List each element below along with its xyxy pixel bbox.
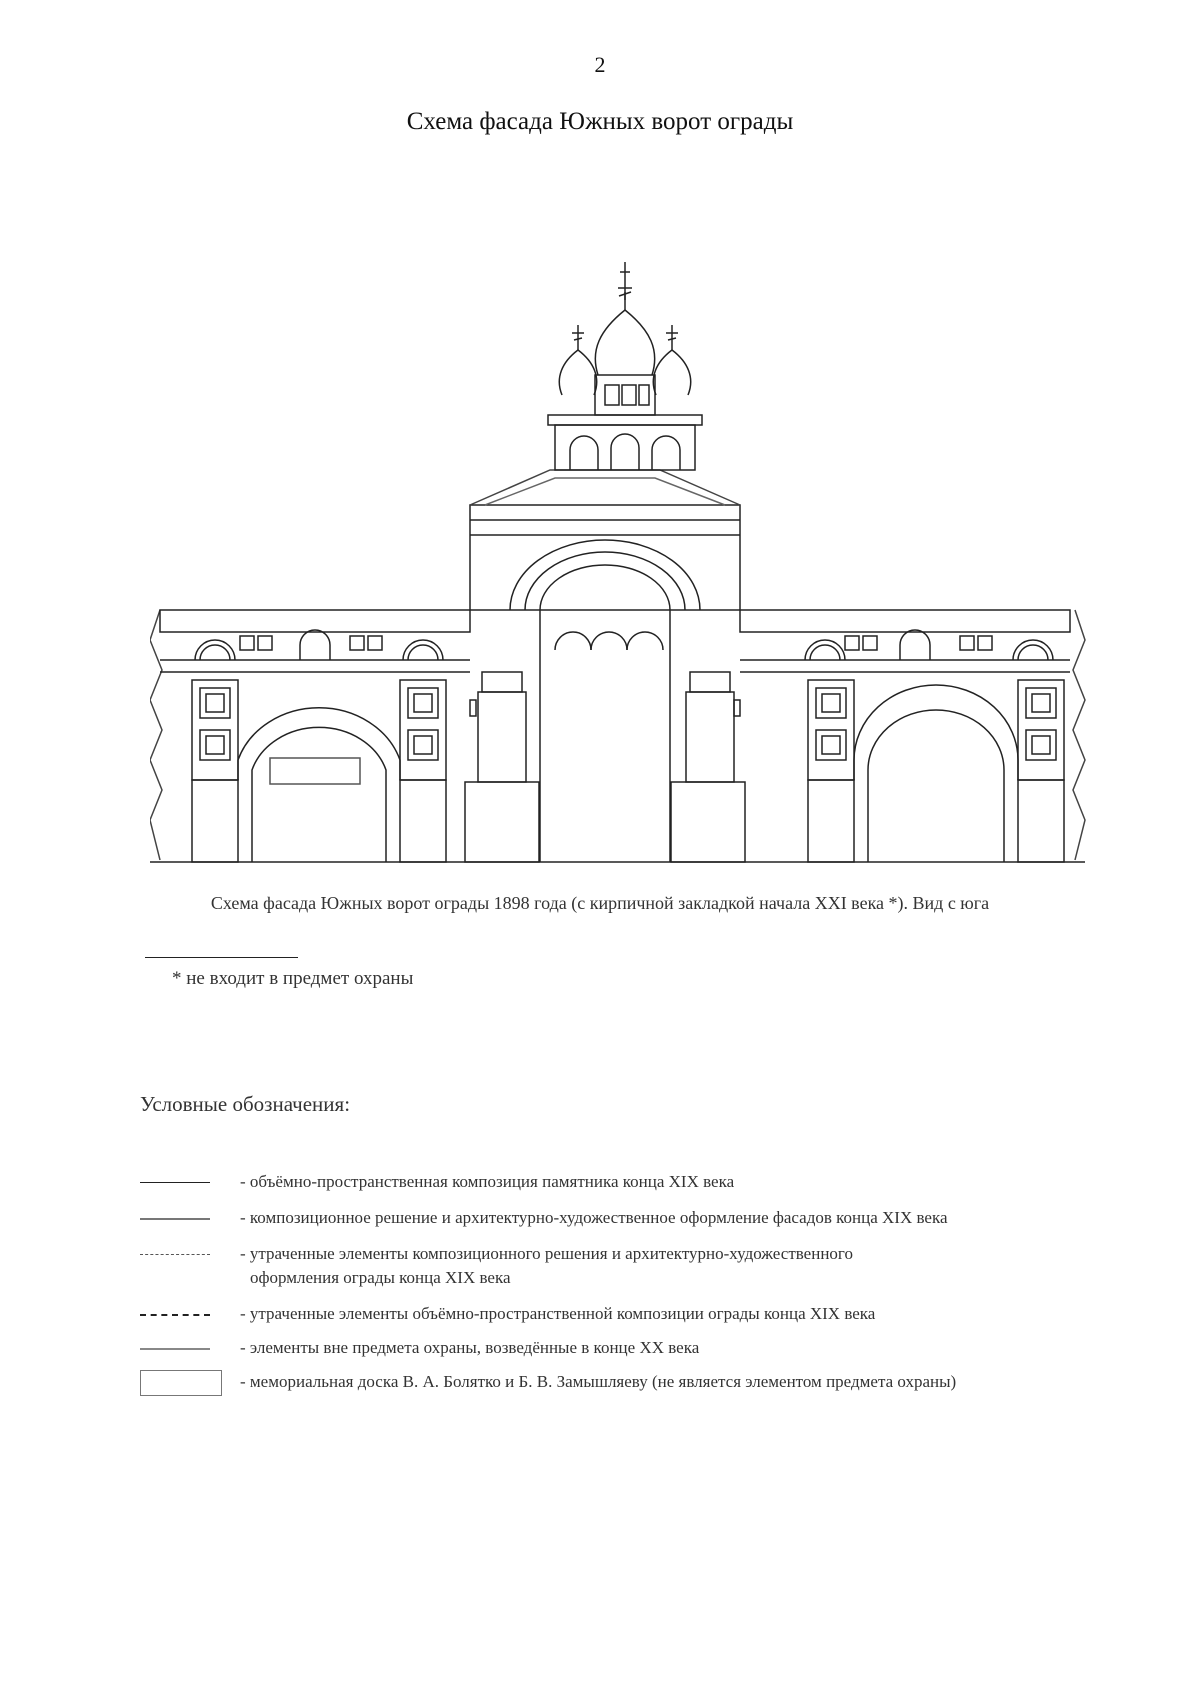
legend-title: Условные обозначения: [140, 1092, 351, 1116]
gate-facade-drawing [150, 228, 1090, 878]
legend-swatch-solid [140, 1182, 210, 1183]
legend-swatch-box [140, 1370, 222, 1396]
legend-swatch-solid-gray [140, 1218, 210, 1220]
legend-swatch-solid-light [140, 1348, 210, 1350]
legend-swatch-dashed-dark [140, 1314, 210, 1316]
footnote-rule [145, 957, 298, 958]
legend-swatch-dashed [140, 1254, 210, 1255]
figure-caption: Схема фасада Южных ворот ограды 1898 года (с кирпичной закладкой начала XXI века *). Вид с юга [210, 893, 990, 913]
page-title: Схема фасада Южных ворот ограды [406, 108, 794, 135]
page-number: 2 [594, 52, 606, 77]
footnote: * не входит в предмет охраны [172, 968, 414, 989]
